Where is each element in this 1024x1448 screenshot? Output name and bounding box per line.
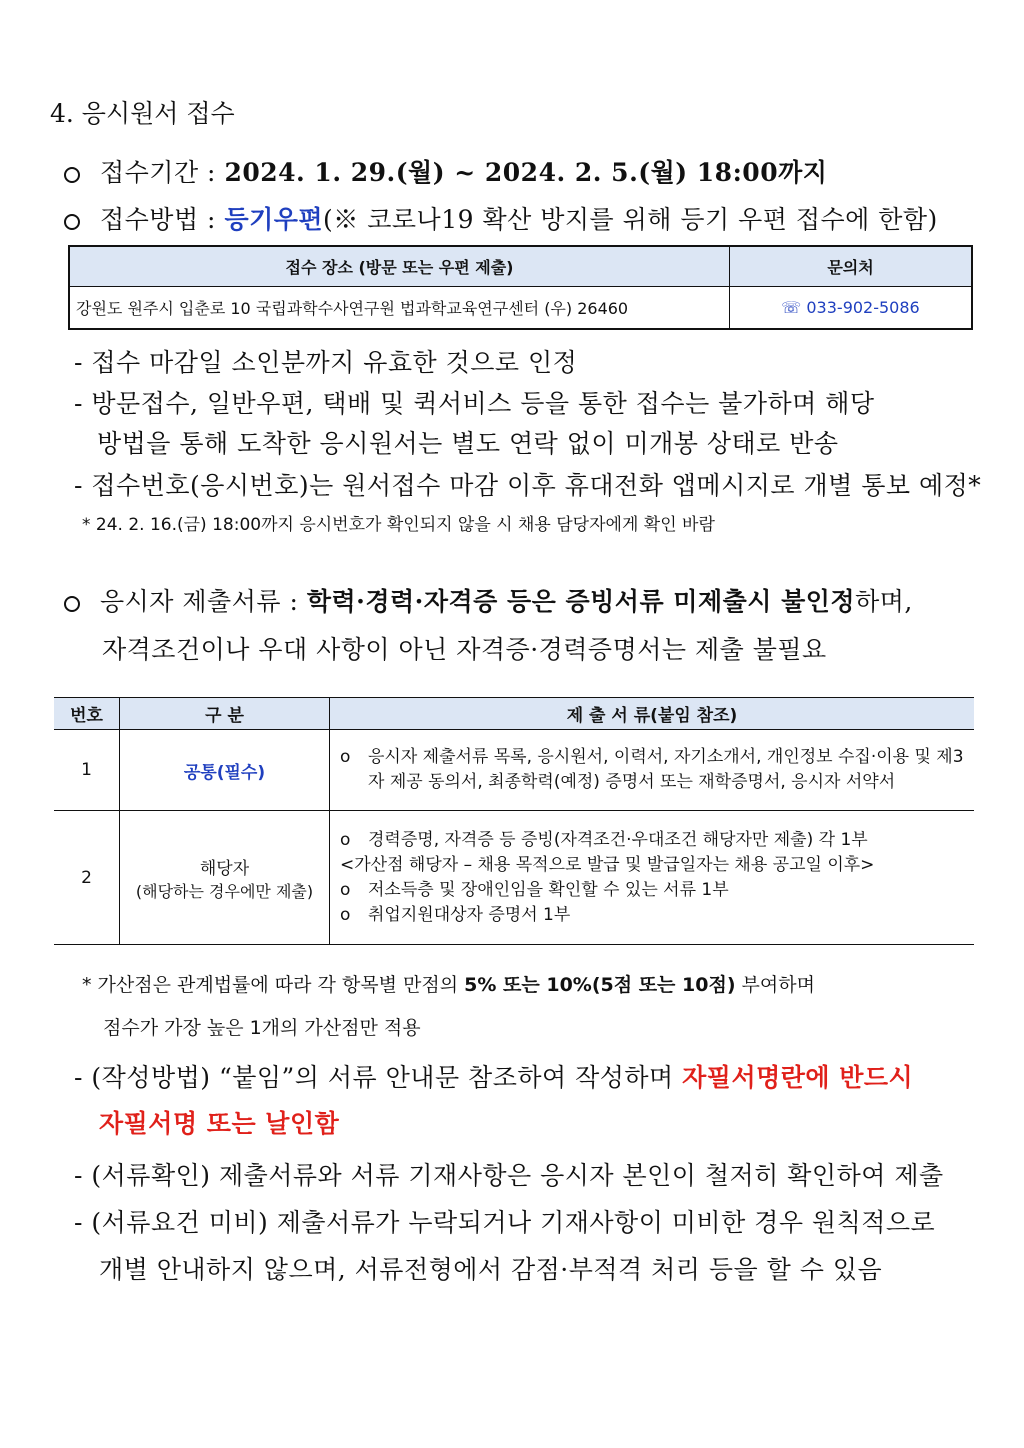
missing-requirements-line2: 개별 안내하지 않으며, 서류전형에서 감점·부적격 처리 등을 할 수 있음 (99, 1255, 883, 1284)
row-category: 공통(필수) (120, 730, 330, 811)
contact-phone: ☏ 033-902-5086 (730, 287, 973, 330)
place-address: 강원도 원주시 입춘로 10 국립과학수사연구원 법과학교육연구센터 (우) 26460 (69, 287, 730, 330)
note-deadline: - 접수 마감일 소인분까지 유효한 것으로 인정 (74, 348, 578, 377)
section-title: 4. 응시원서 접수 (50, 99, 235, 128)
header-documents: 제 출 서 류(붙임 참조) (330, 698, 975, 730)
period-label: 접수기간 : (100, 158, 216, 187)
note-visit-not-allowed: - 방문접수, 일반우편, 택배 및 퀵서비스 등을 통한 접수는 불가하며 해당 (74, 389, 875, 418)
place-header: 접수 장소 (방문 또는 우편 제출) (69, 246, 730, 287)
docs-bold-text: 학력·경력·자격증 등은 증빙서류 미제출시 불인정 (306, 587, 856, 616)
category-sub-label: (해당하는 경우에만 제출) (135, 881, 314, 901)
note-applicant-number: - 접수번호(응시번호)는 원서접수 마감 이후 휴대전화 앱메시지로 개별 통보 예정* (74, 471, 982, 500)
header-number: 번호 (54, 698, 120, 730)
table-row (54, 730, 974, 811)
document-item: o 경력증명, 자격증 등 증빙(자격조건·우대조건 해당자만 제출) 각 1부 (340, 828, 964, 853)
documents-table (54, 697, 974, 945)
docs-tail: 하며, (855, 587, 913, 616)
method-value: 등기우편 (224, 205, 324, 234)
table-row (54, 811, 974, 945)
header-category: 구 분 (120, 698, 330, 730)
footnote-bonus-bold: 5% 또는 10%(5점 또는 10점) (464, 974, 736, 996)
contact-header: 문의처 (730, 246, 973, 287)
document-item: o 응시자 제출서류 목록, 응시원서, 이력서, 자기소개서, 개인정보 수집·이용 및 제3자 제공 동의서, 최종학력(예정) 증명서 또는 재학증명서, 응시자 서약서 (340, 745, 964, 795)
reception-place-table (68, 245, 973, 330)
required-docs-line1 (64, 582, 913, 618)
category-label: 해당자 (199, 858, 250, 879)
application-period (64, 153, 827, 189)
footnote-bonus-pre: * 가산점은 관계법률에 따라 각 항목별 만점의 (82, 974, 465, 996)
application-method (64, 200, 938, 236)
row-number: 2 (54, 811, 120, 945)
missing-requirements-line1: - (서류요건 미비) 제출서류가 누락되거나 기재사항이 미비한 경우 원칙적으로 (74, 1208, 936, 1237)
document-check: - (서류확인) 제출서류와 서류 기재사항은 응시자 본인이 철저히 확인하여 제출 (74, 1161, 944, 1190)
footnote-bonus-line2: 점수가 가장 높은 1개의 가산점만 적용 (103, 1017, 421, 1039)
writing-pre: - (작성방법) “붙임”의 서류 안내문 참조하여 작성하며 (74, 1063, 683, 1092)
period-value: 2024. 1. 29.(월) ~ 2024. 2. 5.(월) 18:00까지 (224, 158, 828, 187)
document-item: o 취업지원대상자 증명서 1부 (340, 903, 964, 928)
document-item: o 저소득층 및 장애인임을 확인할 수 있는 서류 1부 (340, 878, 964, 903)
signature-required-1: 자필서명란에 반드시 (682, 1063, 914, 1092)
circle-bullet-icon (64, 596, 80, 612)
row-documents (330, 811, 975, 945)
footnote-bonus-points (82, 970, 815, 997)
row-category (120, 811, 330, 945)
row-documents (330, 730, 975, 811)
row-number: 1 (54, 730, 120, 811)
signature-required-2: 자필서명 또는 날인함 (99, 1109, 340, 1138)
circle-bullet-icon (64, 214, 80, 230)
writing-method-line1 (74, 1058, 913, 1094)
circle-bullet-icon (64, 167, 80, 183)
note-return: 방법을 통해 도착한 응시원서는 별도 연락 없이 미개봉 상태로 반송 (97, 429, 839, 458)
docs-label: 응시자 제출서류 : (100, 587, 299, 616)
footnote-bonus-post: 부여하며 (735, 974, 815, 996)
required-docs-line2: 자격조건이나 우대 사항이 아닌 자격증·경력증명서는 제출 불필요 (102, 635, 827, 664)
method-label: 접수방법 : (100, 205, 216, 234)
document-item-note: <가산점 해당자 – 채용 목적으로 발급 및 발급일자는 채용 공고일 이후> (340, 854, 875, 875)
footnote-check-number: * 24. 2. 16.(금) 18:00까지 응시번호가 확인되지 않을 시 채용 담당자에게 확인 바람 (82, 515, 715, 535)
method-note: (※ 코로나19 확산 방지를 위해 등기 우편 접수에 한함) (323, 205, 938, 234)
